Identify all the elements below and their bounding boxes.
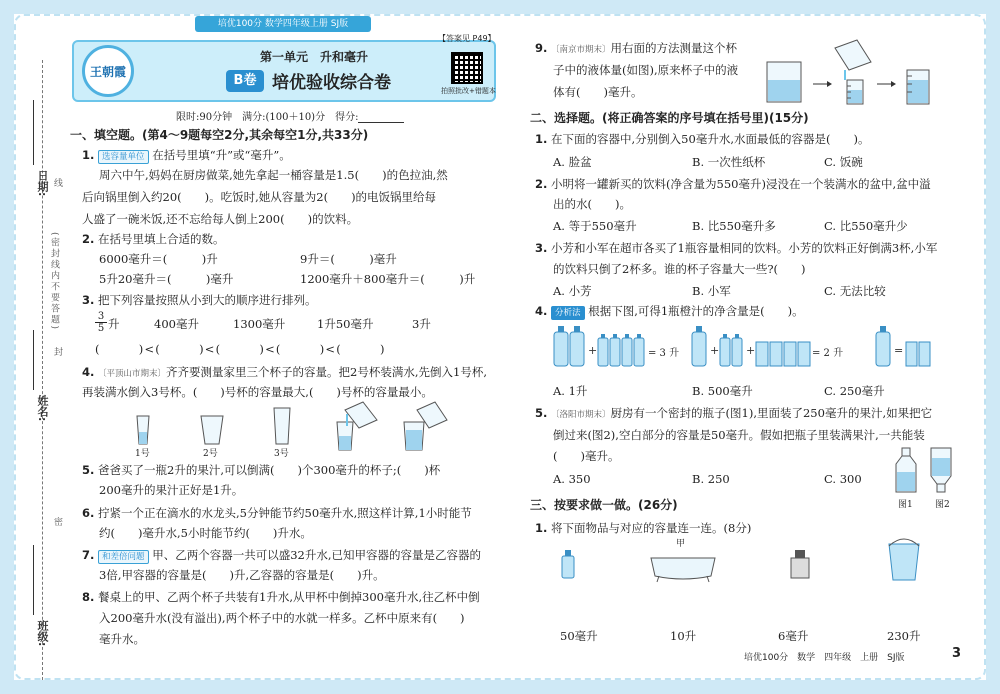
answer-reference: 【答案见 P49】 bbox=[438, 34, 496, 43]
class-label: 班级: bbox=[36, 620, 49, 647]
arrow-right-icon-2 bbox=[877, 81, 896, 87]
q9-line-b: 子中的液体量(如图),原来杯子中的液 bbox=[553, 63, 739, 77]
result-cylinder-icon bbox=[907, 70, 929, 104]
bottle-upright-icon bbox=[896, 448, 916, 492]
equation-1-result: = 3 升 bbox=[648, 348, 680, 359]
date-blank[interactable] bbox=[33, 100, 34, 165]
match-option-4[interactable]: 230升 bbox=[887, 629, 921, 643]
juice-bottle-icon bbox=[554, 326, 584, 366]
question-2: 2. 在括号里填上合适的数。 bbox=[82, 232, 225, 246]
q8-line-c: 毫升水。 bbox=[99, 632, 145, 646]
q8-line-b: 入200毫升水(没有溢出),两个杯子中的水就一样多。乙杯中原来有( ) bbox=[99, 611, 465, 625]
seal-mark-line: 线 bbox=[54, 179, 64, 189]
q1-line-c: 后向锅里倒入约20( )。吃饭时,她从容量为2( )的电饭锅里给每 bbox=[82, 190, 437, 204]
question-9: 9. 〔南京市期末〕用右面的方法测量这个杯 bbox=[535, 41, 738, 55]
c5-option-a[interactable]: A. 350 bbox=[553, 472, 591, 486]
page-footer: 培优100分 数学 四年级 上册 SJ版 bbox=[744, 653, 905, 663]
class-blank[interactable] bbox=[33, 545, 34, 615]
c4-tag: 分析法 bbox=[551, 306, 585, 320]
ink-bottle-icon bbox=[791, 550, 809, 578]
question-1: 1. 选容量单位 在括号里填“升”或“毫升”。 bbox=[82, 148, 291, 162]
q2-text: 在括号里填上合适的数。 bbox=[98, 232, 225, 246]
fraction-unit: 升 bbox=[108, 317, 120, 331]
measuring-figure bbox=[765, 40, 945, 106]
svg-text:+: + bbox=[588, 344, 598, 357]
c1-option-c[interactable]: C. 饭碗 bbox=[824, 155, 863, 169]
score-blank[interactable] bbox=[358, 113, 404, 123]
choice-2: 2. 小明将一罐新买的饮料(净含量为550毫升)浸没在一个装满水的盆中,盆中溢 bbox=[535, 177, 931, 191]
section-3-title: 三、按要求做一做。(26分) bbox=[530, 498, 678, 512]
cup-3-icon bbox=[274, 408, 290, 444]
section-2-title: 二、选择题。(将正确答案的序号填在括号里)(15分) bbox=[530, 111, 809, 125]
cup-label-3: 3号 bbox=[274, 449, 289, 459]
exam-meta-text: 限时:90分钟 满分:(100＋10)分 得分: bbox=[176, 112, 359, 123]
sealed-bottles-figure bbox=[893, 446, 959, 496]
match-option-1[interactable]: 50毫升 bbox=[560, 629, 598, 643]
pouring-cups-icon bbox=[337, 402, 377, 450]
q1-tag: 选容量单位 bbox=[98, 150, 149, 164]
juice-cup-equations bbox=[552, 324, 932, 374]
question-3: 3. 把下列容量按照从小到大的顺序进行排列。 bbox=[82, 293, 317, 307]
q6-text: 拧紧一个正在滴水的水龙头,5分钟能节约50毫升水,照这样计算,1小时能节 bbox=[98, 506, 472, 520]
task-1-text: 将下面物品与对应的容量连一连。(8分) bbox=[551, 521, 752, 535]
arrow-right-icon bbox=[813, 81, 832, 87]
c3-text: 小芳和小军在超市各买了1瓶容量相同的饮料。小芳的饮料正好倒满3杯,小军 bbox=[551, 241, 938, 255]
paper-title: 培优验收综合卷 bbox=[272, 73, 391, 93]
svg-text:=: = bbox=[894, 344, 904, 357]
pouring-beaker-icon bbox=[835, 40, 871, 80]
series-banner: 培优100分 数学四年级上册 SJ版 bbox=[195, 16, 371, 32]
c2-option-a[interactable]: A. 等于550毫升 bbox=[553, 219, 637, 233]
bottle-inverted-icon bbox=[931, 448, 951, 492]
c4-option-a[interactable]: A. 1升 bbox=[553, 384, 588, 398]
c4-text: 根据下图,可得1瓶橙汁的净含量是( )。 bbox=[588, 304, 804, 318]
c5-option-b[interactable]: B. 250 bbox=[692, 472, 730, 486]
matching-items bbox=[555, 540, 935, 585]
fraction-numerator: 3 bbox=[97, 311, 105, 322]
qr-code-icon[interactable] bbox=[451, 52, 483, 84]
date-label: 日期: bbox=[36, 170, 49, 197]
q6-line-b: 约( )毫升水,5小时能节约( )升水。 bbox=[99, 526, 312, 540]
c4-option-b[interactable]: B. 500毫升 bbox=[692, 384, 753, 398]
qr-caption: 拍照批改+错题本 bbox=[441, 87, 496, 95]
beaker-icon bbox=[767, 62, 801, 102]
pouring-cups-icon-2 bbox=[404, 402, 447, 450]
fraction-denominator: 5 bbox=[95, 322, 107, 334]
small-bottle-icon-2 bbox=[720, 334, 742, 366]
q2-item-3: 5升20毫升＝( )毫升 bbox=[99, 272, 234, 286]
seal-note: (密封线内不要答题) bbox=[49, 232, 59, 332]
match-option-3[interactable]: 6毫升 bbox=[778, 629, 809, 643]
q7-line-b: 3倍,甲容器的容量是( )升,乙容器的容量是( )升。 bbox=[99, 568, 385, 582]
q2-item-2: 9升＝( )毫升 bbox=[300, 252, 397, 266]
q9-source: 〔南京市期末〕 bbox=[551, 45, 611, 55]
figure-1-label: 图1 bbox=[898, 500, 913, 510]
question-6: 6. 拧紧一个正在滴水的水龙头,5分钟能节约50毫升水,照这样计算,1小时能节 bbox=[82, 506, 472, 520]
svg-text:+: + bbox=[746, 344, 756, 357]
q3-order-blanks[interactable]: ( )<( )<( )<( )<( ) bbox=[95, 342, 386, 356]
brand-logo: 王朝霞 bbox=[82, 45, 134, 97]
q2-item-4: 1200毫升＋800毫升＝( )升 bbox=[300, 272, 476, 286]
q9-text: 用右面的方法测量这个杯 bbox=[610, 41, 738, 55]
bathtub-icon bbox=[651, 558, 715, 582]
cup-set-icon-2 bbox=[906, 342, 930, 366]
c4-option-c[interactable]: C. 250毫升 bbox=[824, 384, 885, 398]
question-7: 7. 和差倍问题 甲、乙两个容器一共可以盛32升水,已知甲容器的容量是乙容器的 bbox=[82, 548, 481, 562]
q3-item-3: 1升50毫升 bbox=[317, 317, 374, 331]
q1-text: 在括号里填“升”或“毫升”。 bbox=[152, 148, 291, 162]
cup-label-2: 2号 bbox=[203, 449, 218, 459]
q4-text: 齐齐要测量家里三个杯子的容量。把2号杯装满水,先倒入1号杯, bbox=[166, 365, 487, 379]
cups-figure bbox=[125, 402, 475, 457]
q9-line-c: 体有( )毫升。 bbox=[553, 85, 643, 99]
svg-text:+: + bbox=[710, 344, 720, 357]
match-option-2[interactable]: 10升 bbox=[670, 629, 697, 643]
c3-option-a[interactable]: A. 小芳 bbox=[553, 284, 592, 298]
question-4: 4. 〔平顶山市期末〕齐齐要测量家里三个杯子的容量。把2号杯装满水,先倒入1号杯, bbox=[82, 365, 487, 379]
q4-line-b: 再装满水倒入3号杯。( )号杯的容量最大,( )号杯的容量最小。 bbox=[82, 385, 433, 399]
q7-text: 甲、乙两个容器一共可以盛32升水,已知甲容器的容量是乙容器的 bbox=[152, 548, 481, 562]
q3-fraction bbox=[95, 311, 107, 334]
cup-1-icon bbox=[137, 416, 149, 444]
q3-item-1: 400毫升 bbox=[154, 317, 199, 331]
bathtub-label: 甲 bbox=[676, 539, 686, 549]
small-bottle-icon bbox=[598, 334, 644, 366]
c5-text: 厨房有一个密封的瓶子(图1),里面装了250毫升的果汁,如果把它 bbox=[610, 406, 933, 420]
c5-source: 〔洛阳市期末〕 bbox=[551, 410, 611, 420]
paper-badge: B卷 bbox=[226, 70, 264, 92]
c5-line-b: 倒过来(图2),空白部分的容量是50毫升。假如把瓶子里装满果汁,一共能装 bbox=[553, 428, 925, 442]
paper-header bbox=[72, 40, 496, 102]
c2-line-b: 出的水( )。 bbox=[553, 197, 631, 211]
c1-option-a[interactable]: A. 脸盆 bbox=[553, 155, 592, 169]
c3-option-c[interactable]: C. 无法比较 bbox=[824, 284, 886, 298]
q3-item-2: 1300毫升 bbox=[233, 317, 286, 331]
q4-source: 〔平顶山市期末〕 bbox=[98, 369, 167, 379]
c3-option-b[interactable]: B. 小军 bbox=[692, 284, 731, 298]
juice-bottle-icon-3 bbox=[876, 326, 890, 366]
choice-4: 4. 分析法 根据下图,可得1瓶橙汁的净含量是( )。 bbox=[535, 304, 804, 318]
seal-mark-secret: 密 bbox=[54, 518, 64, 528]
figure-2-label: 图2 bbox=[935, 500, 950, 510]
cup-2-icon bbox=[201, 416, 223, 444]
c2-text: 小明将一罐新买的饮料(净含量为550毫升)浸没在一个装满水的盆中,盆中溢 bbox=[551, 177, 931, 191]
c1-option-b[interactable]: B. 一次性纸杯 bbox=[692, 155, 766, 169]
choice-3: 3. 小芳和小军在超市各买了1瓶容量相同的饮料。小芳的饮料正好倒满3杯,小军 bbox=[535, 241, 938, 255]
bucket-icon bbox=[889, 539, 919, 580]
page-number: 3 bbox=[952, 646, 962, 661]
q1-line-b: 周六中午,妈妈在厨房做菜,她先拿起一桶容量是1.5( )的色拉油,然 bbox=[99, 168, 448, 182]
c1-text: 在下面的容器中,分别倒入50毫升水,水面最低的容器是( )。 bbox=[551, 132, 870, 146]
q8-text: 餐桌上的甲、乙两个杯子共装有1升水,从甲杯中倒掉300毫升水,往乙杯中倒 bbox=[98, 590, 480, 604]
juice-bottle-icon-2 bbox=[692, 326, 706, 366]
q5-line-b: 200毫升的果汁正好是1升。 bbox=[99, 483, 244, 497]
c2-option-c[interactable]: C. 比550毫升少 bbox=[824, 219, 908, 233]
c2-option-b[interactable]: B. 比550毫升多 bbox=[692, 219, 776, 233]
q5-text: 爸爸买了一瓶2升的果汁,可以倒满( )个300毫升的杯子;( )杯 bbox=[98, 463, 441, 477]
question-8: 8. 餐桌上的甲、乙两个杯子共装有1升水,从甲杯中倒掉300毫升水,往乙杯中倒 bbox=[82, 590, 480, 604]
section-1-title: 一、填空题。(第4～9题每空2分,其余每空1分,共33分) bbox=[70, 128, 369, 142]
choice-1: 1. 在下面的容器中,分别倒入50毫升水,水面最低的容器是( )。 bbox=[535, 132, 870, 146]
q1-line-d: 人盛了一碗米饭,还不忘给每人倒上200( )的饮料。 bbox=[82, 212, 359, 226]
q2-item-1: 6000毫升＝( )升 bbox=[99, 252, 218, 266]
exam-meta bbox=[176, 108, 404, 123]
question-5: 5. 爸爸买了一瓶2升的果汁,可以倒满( )个300毫升的杯子;( )杯 bbox=[82, 463, 441, 477]
name-label: 姓名: bbox=[36, 395, 49, 422]
binding-line bbox=[42, 60, 43, 680]
q3-text: 把下列容量按照从小到大的顺序进行排列。 bbox=[98, 293, 317, 307]
cup-set-icon bbox=[756, 342, 810, 366]
choice-5: 5. 〔洛阳市期末〕厨房有一个密封的瓶子(图1),里面装了250毫升的果汁,如果把它 bbox=[535, 406, 933, 420]
c5-option-c[interactable]: C. 300 bbox=[824, 472, 862, 486]
measuring-cylinder-icon bbox=[847, 80, 863, 104]
equation-2-result: = 2 升 bbox=[812, 348, 844, 359]
unit-title: 第一单元 升和毫升 bbox=[259, 50, 368, 64]
q7-tag: 和差倍问题 bbox=[98, 550, 149, 564]
task-1: 1. 将下面物品与对应的容量连一连。(8分) bbox=[535, 521, 752, 535]
seal-mark-seal: 封 bbox=[54, 348, 64, 358]
cup-label-1: 1号 bbox=[135, 449, 150, 459]
q3-item-4: 3升 bbox=[412, 317, 431, 331]
name-blank[interactable] bbox=[33, 330, 34, 390]
c5-line-c: ( )毫升。 bbox=[553, 449, 620, 463]
c3-line-b: 的饮料只倒了2杯多。谁的杯子容量大一些?( ) bbox=[553, 262, 806, 276]
small-bottle-item-icon bbox=[562, 550, 574, 578]
